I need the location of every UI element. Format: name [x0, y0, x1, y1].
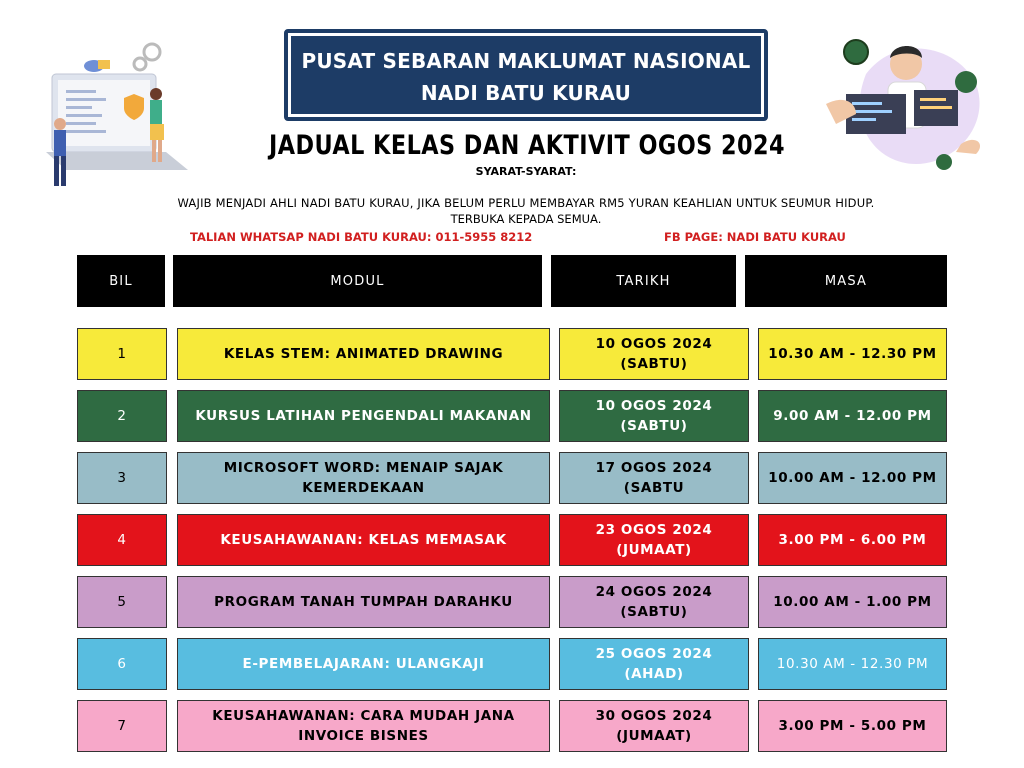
- cell-masa: 10.00 AM - 1.00 PM: [758, 576, 947, 628]
- cell-tarikh: 30 OGOS 2024 (JUMAAT): [559, 700, 749, 752]
- cell-tarikh: 23 OGOS 2024 (JUMAAT): [559, 514, 749, 566]
- cell-bil: 1: [77, 328, 167, 380]
- banner-line2: NADI BATU KURAU: [420, 81, 632, 105]
- cell-modul: PROGRAM TANAH TUMPAH DARAHKU: [177, 576, 550, 628]
- cell-modul: KEUSAHAWANAN: KELAS MEMASAK: [177, 514, 550, 566]
- cell-tarikh: 25 OGOS 2024 (AHAD): [559, 638, 749, 690]
- cell-masa: 3.00 PM - 6.00 PM: [758, 514, 947, 566]
- wajib-text: WAJIB MENJADI AHLI NADI BATU KURAU, JIKA BELUM PERLU MEMBAYAR RM5 YURAN KEAHLIAN UNTUK SEUMUR HIDUP.: [177, 196, 875, 210]
- header-banner: [284, 29, 768, 121]
- terbuka-text: TERBUKA KEPADA SEMUA.: [450, 212, 602, 226]
- header-tarikh: TARIKH: [551, 255, 736, 307]
- cell-modul: E-PEMBELAJARAN: ULANGKAJI: [177, 638, 550, 690]
- cell-modul: MICROSOFT WORD: MENAIP SAJAK KEMERDEKAAN: [177, 452, 550, 504]
- header-masa: MASA: [745, 255, 947, 307]
- banner-line1: PUSAT SEBARAN MAKLUMAT NASIONAL: [301, 49, 751, 73]
- cell-modul: KELAS STEM: ANIMATED DRAWING: [177, 328, 550, 380]
- fb-page: FB PAGE: NADI BATU KURAU: [664, 230, 846, 244]
- header-bil: BIL: [77, 255, 165, 307]
- cell-tarikh: 10 OGOS 2024 (SABTU): [559, 390, 749, 442]
- cell-tarikh: 10 OGOS 2024 (SABTU): [559, 328, 749, 380]
- cell-masa: 10.30 AM - 12.30 PM: [758, 328, 947, 380]
- syarat-heading: SYARAT-SYARAT:: [475, 165, 577, 178]
- cell-bil: 5: [77, 576, 167, 628]
- cell-bil: 3: [77, 452, 167, 504]
- cell-bil: 2: [77, 390, 167, 442]
- cell-masa: 9.00 AM - 12.00 PM: [758, 390, 947, 442]
- cell-bil: 4: [77, 514, 167, 566]
- cell-tarikh: 17 OGOS 2024 (SABTU: [559, 452, 749, 504]
- cell-modul: KEUSAHAWANAN: CARA MUDAH JANA INVOICE BISNES: [177, 700, 550, 752]
- header-modul: MODUL: [173, 255, 542, 307]
- cell-tarikh: 24 OGOS 2024 (SABTU): [559, 576, 749, 628]
- cell-masa: 10.30 AM - 12.30 PM: [758, 638, 947, 690]
- cell-masa: 10.00 AM - 12.00 PM: [758, 452, 947, 504]
- whatsapp-contact: TALIAN WHATSAP NADI BATU KURAU: 011-5955 8212: [190, 230, 533, 244]
- page-title: JADUAL KELAS DAN AKTIVIT OGOS 2024: [268, 130, 786, 161]
- cell-modul: KURSUS LATIHAN PENGENDALI MAKANAN: [177, 390, 550, 442]
- cell-masa: 3.00 PM - 5.00 PM: [758, 700, 947, 752]
- cell-bil: 6: [77, 638, 167, 690]
- cell-bil: 7: [77, 700, 167, 752]
